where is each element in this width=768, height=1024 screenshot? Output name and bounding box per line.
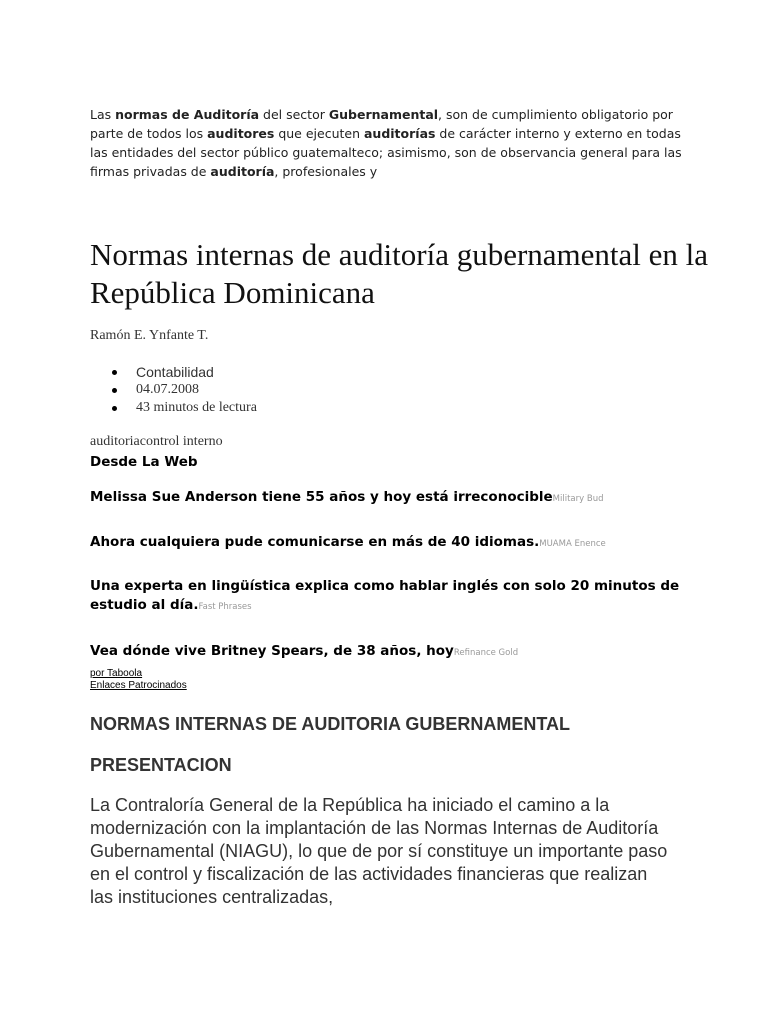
section-heading: PRESENTACION (90, 755, 232, 775)
sponsored-heading: Desde La Web (90, 454, 198, 470)
meta-category[interactable]: Contabilidad (92, 363, 257, 381)
sponsored-item[interactable] (90, 488, 690, 509)
intro-bold: normas de Auditoría (115, 106, 260, 122)
intro-text: que ejecuten (274, 125, 364, 141)
by-taboola-link[interactable]: por Taboola (90, 668, 143, 679)
intro-bold: auditorías (363, 125, 436, 141)
document-heading: NORMAS INTERNAS DE AUDITORIA GUBERNAMENTAL (90, 714, 570, 734)
sponsored-item[interactable] (90, 533, 690, 554)
meta-date: 04.07.2008 (92, 381, 257, 399)
sponsored-item-text[interactable]: Vea dónde vive Britney Spears, de 38 años, hoy (90, 643, 454, 659)
sponsored-item-source: MUAMA Enence (539, 539, 606, 549)
article-tags[interactable]: auditoriacontrol interno (90, 434, 223, 449)
article-title: Normas internas de auditoría gubernamental en la República Dominicana (90, 237, 709, 310)
sponsored-item-source: Refinance Gold (453, 648, 519, 658)
sponsored-item-text[interactable]: Una experta en lingüística explica como hablar inglés con solo 20 minutos de estudio al día. (90, 578, 680, 613)
intro-bold: auditores (207, 125, 275, 141)
intro-text: Las (90, 106, 116, 122)
intro-bold: Gubernamental (328, 106, 439, 122)
intro-text: , son de cumplimiento obligatorio por parte de todos los (90, 106, 673, 141)
sponsored-item-source: Military Bud (552, 494, 604, 504)
sponsored-item[interactable] (90, 577, 690, 617)
intro-text: de carácter interno y externo en todas las entidades del sector público guatemalteco; asimismo, son de observancia general para las firmas privadas de (90, 125, 682, 179)
taboola-attribution (90, 668, 187, 692)
article-meta-list (92, 363, 257, 417)
sponsored-item-text[interactable]: Melissa Sue Anderson tiene 55 años y hoy está irreconocible (90, 489, 553, 505)
sponsored-item-text[interactable]: Ahora cualquiera pude comunicarse en más de 40 idiomas. (90, 534, 540, 550)
article-author: Ramón E. Ynfante T. (90, 328, 209, 343)
intro-bold: auditoría (210, 163, 275, 179)
sponsored-item-source: Fast Phrases (198, 602, 252, 612)
intro-text: del sector (259, 106, 329, 122)
intro-text: , profesionales y (274, 163, 378, 179)
sponsored-item[interactable] (90, 642, 690, 663)
presentation-paragraph: La Contraloría General de la República ha iniciado el camino a la modernización con la implantación de las Normas Internas de Auditoría Gubernamental (NIAGU), lo que de por sí constituye un importante paso en el control y fiscalización de las actividades financieras que realizan las instituciones centralizadas, (90, 795, 668, 907)
intro-paragraph (90, 105, 690, 181)
meta-reading-time: 43 minutos de lectura (92, 399, 257, 417)
sponsored-links-link[interactable]: Enlaces Patrocinados (90, 680, 187, 691)
